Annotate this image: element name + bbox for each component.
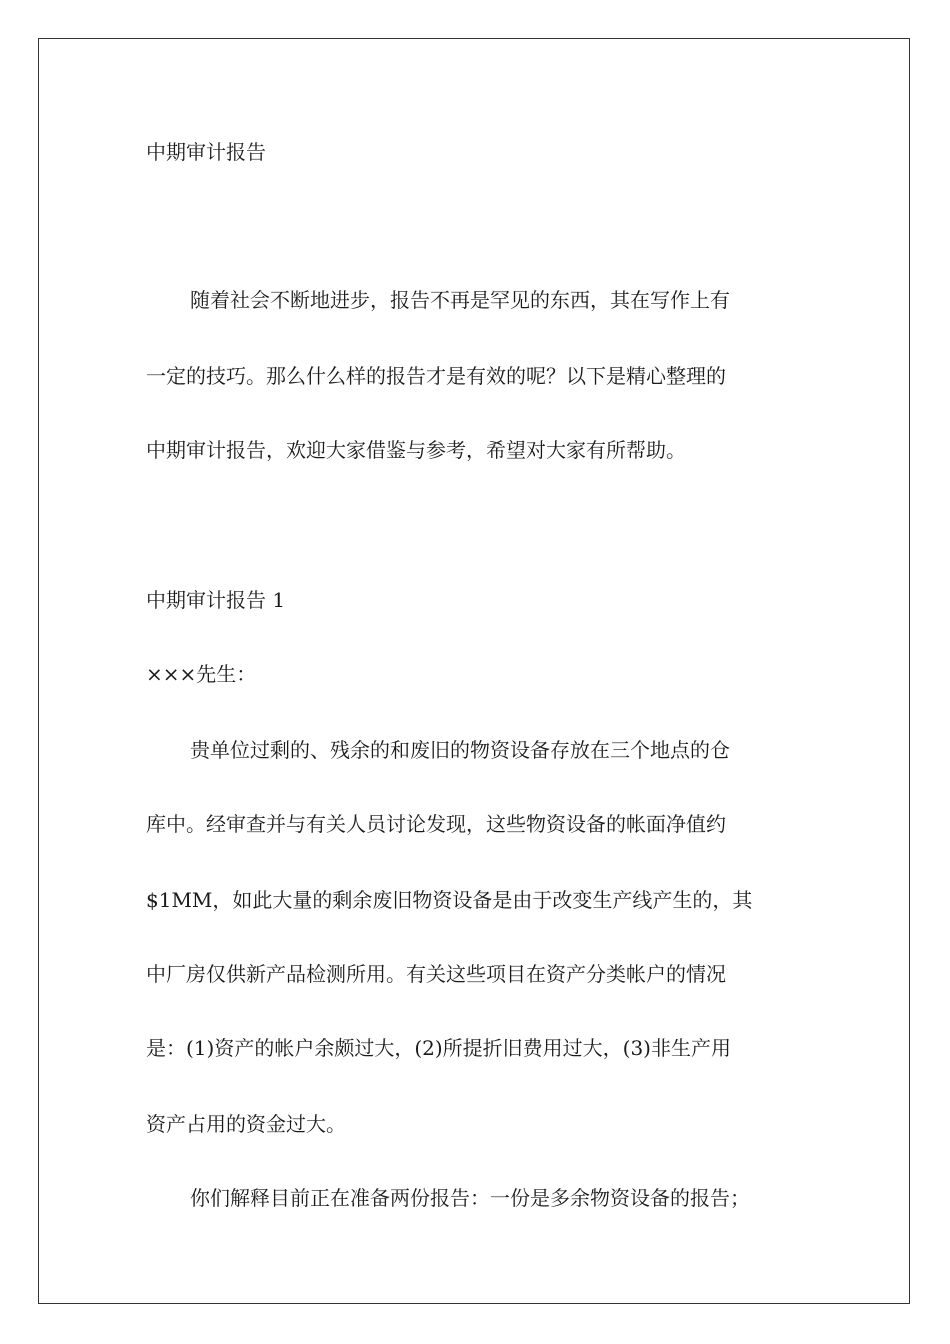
paragraph-1-line-6: 资产占用的资金过大。 [146, 1112, 346, 1136]
intro-line-1: 随着社会不断地进步，报告不再是罕见的东西，其在写作上有 [190, 288, 730, 312]
document-title: 中期审计报告 [146, 140, 266, 164]
paragraph-1-line-1: 贵单位过剩的、残余的和废旧的物资设备存放在三个地点的仓 [190, 738, 730, 762]
paragraph-1-line-5: 是：(1)资产的帐户余颇过大，(2)所提折旧费用过大，(3)非生产用 [146, 1036, 731, 1060]
intro-line-2: 一定的技巧。那么什么样的报告才是有效的呢？以下是精心整理的 [146, 364, 726, 388]
paragraph-1-line-2: 库中。经审查并与有关人员讨论发现，这些物资设备的帐面净值约 [146, 812, 726, 836]
paragraph-1-line-4: 中厂房仅供新产品检测所用。有关这些项目在资产分类帐户的情况 [146, 962, 726, 986]
intro-line-3: 中期审计报告，欢迎大家借鉴与参考，希望对大家有所帮助。 [146, 438, 686, 462]
paragraph-2-line-1: 你们解释目前正在准备两份报告：一份是多余物资设备的报告； [190, 1186, 750, 1210]
section-heading: 中期审计报告 1 [146, 588, 286, 612]
salutation: ×××先生： [146, 662, 257, 686]
paragraph-1-line-3: $1MM，如此大量的剩余废旧物资设备是由于改变生产线产生的，其 [146, 888, 753, 912]
